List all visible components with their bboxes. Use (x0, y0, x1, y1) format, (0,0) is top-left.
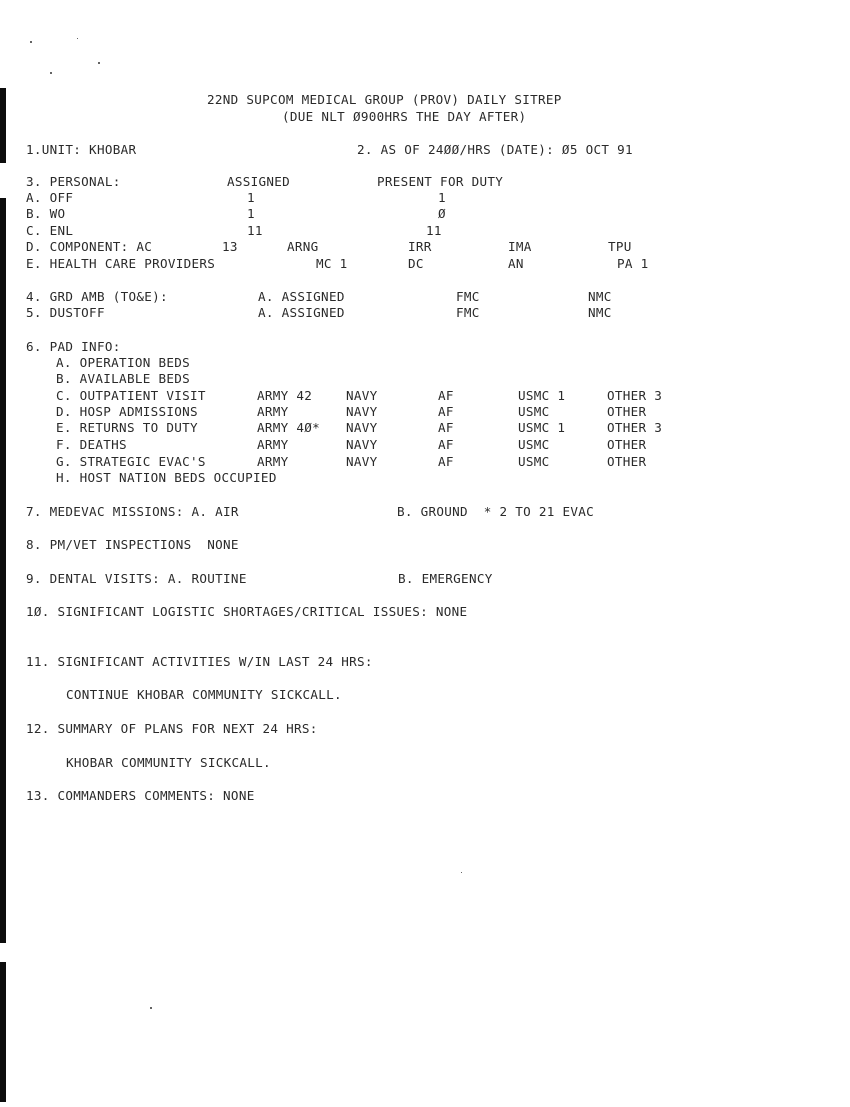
personnel-row-label: B. WO (26, 206, 66, 221)
grd-amb-nmc: NMC (588, 289, 612, 304)
commanders-comments: 13. COMMANDERS COMMENTS: NONE (26, 788, 255, 803)
pad-af: AF (438, 437, 454, 452)
personnel-present-value: Ø (438, 206, 446, 221)
component-ac-value: 13 (222, 239, 238, 254)
activities-heading: 11. SIGNIFICANT ACTIVITIES W/IN LAST 24 HRS: (26, 654, 373, 669)
scan-speck (461, 872, 462, 873)
medevac-ground: B. GROUND * 2 TO 21 EVAC (397, 504, 595, 519)
component-label: D. COMPONENT: AC (26, 239, 153, 254)
assigned-column-header: ASSIGNED (227, 174, 291, 189)
scan-speck (77, 38, 78, 39)
activities-text: CONTINUE KHOBAR COMMUNITY SICKCALL. (66, 687, 342, 702)
component-arng: ARNG (287, 239, 319, 254)
pad-usmc: USMC (518, 437, 550, 452)
present-column-header: PRESENT FOR DUTY (377, 174, 504, 189)
personnel-assigned-value: 1 (247, 206, 255, 221)
scan-speck (50, 72, 52, 74)
pad-army: ARMY 42 (257, 388, 313, 403)
component-tpu: TPU (608, 239, 632, 254)
providers-pa: PA 1 (617, 256, 649, 271)
pad-other: OTHER 3 (607, 388, 663, 403)
pad-row-label: D. HOSP ADMISSIONS (56, 404, 198, 419)
scan-edge-bar (0, 88, 6, 163)
scan-edge-bar (0, 198, 6, 943)
pad-row-label: F. DEATHS (56, 437, 127, 452)
grd-amb-label: 4. GRD AMB (TO&E): (26, 289, 168, 304)
pad-navy: NAVY (346, 404, 378, 419)
grd-amb-assigned: A. ASSIGNED (258, 289, 345, 304)
report-title: 22ND SUPCOM MEDICAL GROUP (PROV) DAILY SITREP (207, 92, 562, 107)
personnel-present-value: 1 (438, 190, 446, 205)
providers-an: AN (508, 256, 524, 271)
dustoff-nmc: NMC (588, 305, 612, 320)
personnel-row-label: C. ENL (26, 223, 74, 238)
dental-label: 9. DENTAL VISITS: A. ROUTINE (26, 571, 247, 586)
personnel-heading: 3. PERSONAL: (26, 174, 121, 189)
pad-available-beds: B. AVAILABLE BEDS (56, 371, 190, 386)
scan-speck (150, 1007, 152, 1009)
dustoff-label: 5. DUSTOFF (26, 305, 105, 320)
pad-af: AF (438, 420, 454, 435)
pad-army: ARMY 4Ø* (257, 420, 321, 435)
personnel-assigned-value: 1 (247, 190, 255, 205)
component-ima: IMA (508, 239, 532, 254)
personnel-assigned-value: 11 (247, 223, 263, 238)
pad-other: OTHER (607, 437, 647, 452)
plans-text: KHOBAR COMMUNITY SICKCALL. (66, 755, 271, 770)
plans-heading: 12. SUMMARY OF PLANS FOR NEXT 24 HRS: (26, 721, 318, 736)
scan-edge-bar (0, 962, 6, 1102)
report-subtitle: (DUE NLT Ø900HRS THE DAY AFTER) (282, 109, 527, 124)
personnel-row-label: A. OFF (26, 190, 74, 205)
pad-usmc: USMC (518, 404, 550, 419)
pad-row-label: G. STRATEGIC EVAC'S (56, 454, 206, 469)
pad-af: AF (438, 454, 454, 469)
pad-usmc: USMC 1 (518, 420, 566, 435)
pad-host-nation-beds: H. HOST NATION BEDS OCCUPIED (56, 470, 277, 485)
pad-other: OTHER (607, 404, 647, 419)
personnel-present-value: 11 (426, 223, 442, 238)
scan-speck (98, 62, 100, 64)
providers-dc: DC (408, 256, 424, 271)
dustoff-fmc: FMC (456, 305, 480, 320)
dental-emergency: B. EMERGENCY (398, 571, 493, 586)
pad-navy: NAVY (346, 388, 378, 403)
pad-heading: 6. PAD INFO: (26, 339, 121, 354)
pad-other: OTHER 3 (607, 420, 663, 435)
pad-row-label: C. OUTPATIENT VISIT (56, 388, 206, 403)
pmvet-line: 8. PM/VET INSPECTIONS NONE (26, 537, 239, 552)
pad-usmc: USMC (518, 454, 550, 469)
pad-af: AF (438, 388, 454, 403)
pad-af: AF (438, 404, 454, 419)
pad-army: ARMY (257, 454, 289, 469)
pad-army: ARMY (257, 404, 289, 419)
pad-navy: NAVY (346, 454, 378, 469)
pad-other: OTHER (607, 454, 647, 469)
pad-navy: NAVY (346, 420, 378, 435)
medevac-label: 7. MEDEVAC MISSIONS: A. AIR (26, 504, 239, 519)
scan-speck (30, 41, 32, 43)
grd-amb-fmc: FMC (456, 289, 480, 304)
as-of-date-field: 2. AS OF 24ØØ/HRS (DATE): Ø5 OCT 91 (357, 142, 633, 157)
dustoff-assigned: A. ASSIGNED (258, 305, 345, 320)
pad-operation-beds: A. OPERATION BEDS (56, 355, 190, 370)
pad-navy: NAVY (346, 437, 378, 452)
logistic-line: 1Ø. SIGNIFICANT LOGISTIC SHORTAGES/CRITICAL ISSUES: NONE (26, 604, 468, 619)
providers-mc: MC 1 (316, 256, 348, 271)
pad-row-label: E. RETURNS TO DUTY (56, 420, 198, 435)
providers-label: E. HEALTH CARE PROVIDERS (26, 256, 216, 271)
pad-usmc: USMC 1 (518, 388, 566, 403)
component-irr: IRR (408, 239, 432, 254)
pad-army: ARMY (257, 437, 289, 452)
unit-field: 1.UNIT: KHOBAR (26, 142, 137, 157)
